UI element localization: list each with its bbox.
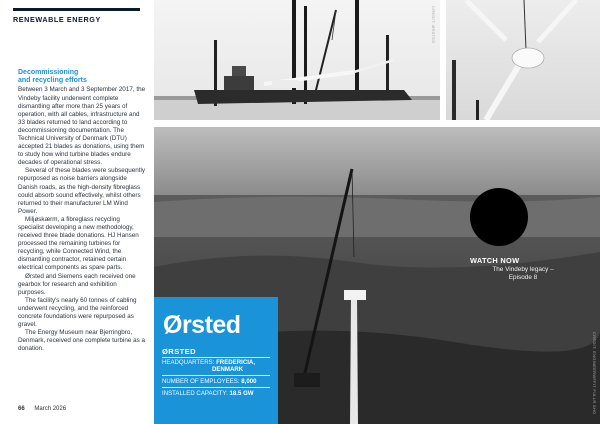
- capacity-label: INSTALLED CAPACITY:: [162, 390, 228, 397]
- paragraph: Between 3 March and 3 September 2017, the Vindeby facility underwent complete dismantling after more than 25 years of operation, with all cables, infrastructure and 33 blades returned to land according to decommissioning documentation. The Technical University of Denmark (DTU) accepted 21 blades as donations, using them to study how wind turbine blades endure decades of operational stress.: [18, 86, 146, 167]
- orsted-logo: Ørsted: [163, 311, 241, 339]
- issue-date: March 2026: [34, 406, 67, 412]
- employees-value: 8,000: [241, 378, 257, 385]
- rotor-lift-photo: [446, 0, 600, 120]
- heading-line-1: Decommissioning: [18, 69, 79, 76]
- watch-now-title[interactable]: WATCH NOW: [470, 256, 520, 265]
- page-footer: [18, 406, 66, 412]
- jackup-vessel-photo: [154, 0, 440, 120]
- hq-label: HEADQUARTERS:: [162, 359, 215, 366]
- photo-credit: CREDIT: ENGINEERWFFIT FULLR SHO: [592, 332, 597, 415]
- hq-value-2: DENMARK: [212, 366, 244, 374]
- hq-value-1: FREDERICIA,: [216, 359, 256, 366]
- article-heading: [18, 69, 146, 85]
- video-play-icon[interactable]: [470, 188, 528, 246]
- capacity-row: [162, 390, 272, 397]
- heading-line-2: and recycling efforts: [18, 77, 87, 85]
- card-divider: [162, 375, 270, 376]
- article-body: [18, 69, 146, 354]
- employees-row: [162, 378, 272, 385]
- company-fact-card: [154, 297, 278, 424]
- section-tag: [13, 8, 140, 24]
- page-number: 66: [18, 406, 25, 412]
- paragraph: The Energy Museum near Bjerringbro, Denmark, received one complete turbine as a donation.: [18, 329, 146, 353]
- card-divider: [162, 357, 270, 358]
- employees-label: NUMBER OF EMPLOYEES:: [162, 378, 240, 385]
- watch-subtitle-line-1: The Vindeby legacy –: [492, 266, 554, 273]
- paragraph: Several of these blades were subsequently repurposed as noise barriers alongside Danish roads, as the high-density fibreglass could absorb sound effectively, whilst others returned to their manufacturer LM Wind Power.: [18, 167, 146, 215]
- section-label: RENEWABLE ENERGY: [13, 15, 101, 24]
- watch-now-subtitle: [478, 266, 568, 282]
- watch-subtitle-line-2: Episode 8: [508, 274, 538, 281]
- paragraph: The facility's nearly 60 tonnes of cabling underwent recycling, and the reinforced concrete foundations were repurposed as gravel.: [18, 296, 137, 329]
- company-name: ØRSTED: [162, 347, 197, 356]
- paragraph: Ørsted and Siemens each received one gearbox for research and exhibition purposes.: [18, 272, 136, 296]
- section-rule: [13, 8, 140, 11]
- capacity-value: 18.5 GW: [229, 390, 254, 397]
- hq-row: [162, 359, 272, 374]
- card-divider: [162, 387, 270, 388]
- paragraph: Miljøskærm, a fibreglass recycling specialist developing a new methodology, received three blade donations. HJ Hansen processed the remaining turbines for recycling, while Connected Wind, the dismantling contractor, retained certain electrical components as spare parts.: [18, 215, 139, 272]
- photo-credit: CREDIT: ØRSTED: [431, 6, 436, 44]
